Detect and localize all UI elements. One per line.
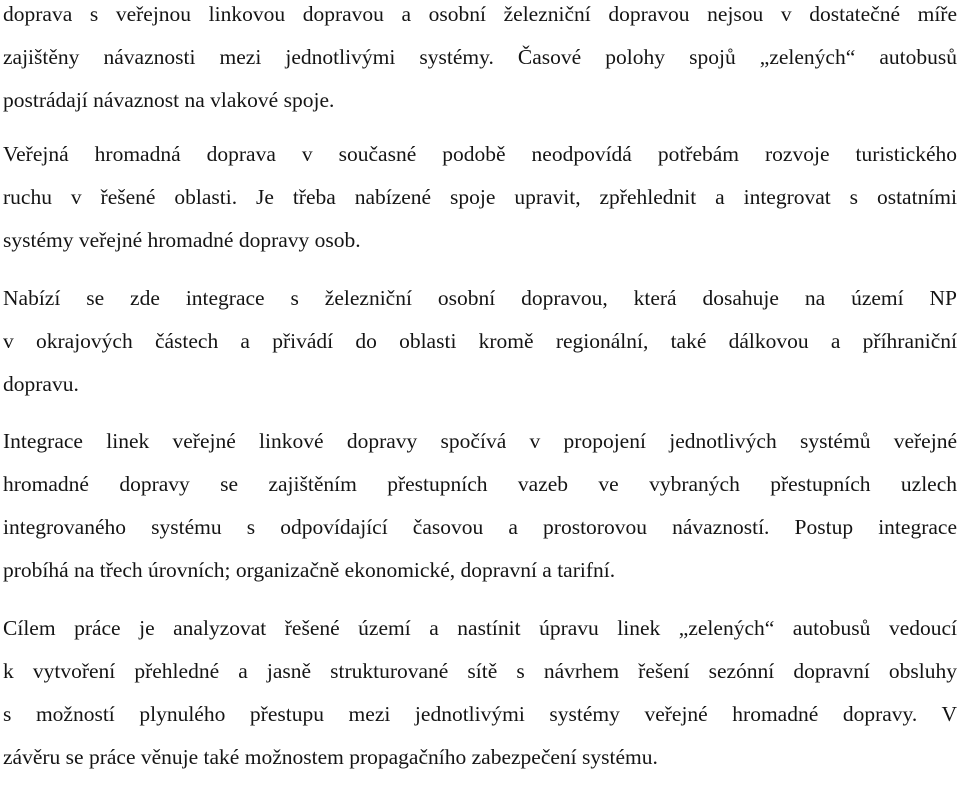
text-line: ruchu v řešené oblasti. Je třeba nabízené spoje upravit, zpřehlednit a integrovat s ostatními	[3, 185, 957, 209]
text-line: zajištěny návaznosti mezi jednotlivými systémy. Časové polohy spojů „zelených“ autobusů	[3, 45, 957, 69]
text-line: Nabízí se zde integrace s železniční osobní dopravou, která dosahuje na území NP	[3, 286, 957, 310]
text-line: závěru se práce věnuje také možnostem propagačního zabezpečení systému.	[3, 745, 658, 769]
text-line: probíhá na třech úrovních; organizačně ekonomické, dopravní a tarifní.	[3, 558, 616, 582]
text-line: systémy veřejné hromadné dopravy osob.	[3, 228, 361, 252]
paragraph-transport-connections	[3, 1, 957, 130]
text-line: doprava s veřejnou linkovou dopravou a osobní železniční dopravou nejsou v dostatečné míře	[3, 2, 957, 26]
text-line: v okrajových částech a přivádí do oblasti kromě regionální, také dálkovou a příhraniční	[3, 329, 957, 353]
text-line: Integrace linek veřejné linkové dopravy spočívá v propojení jednotlivých systémů veřejné	[3, 429, 957, 453]
paragraph-rail-integration	[3, 285, 957, 414]
text-line: integrovaného systému s odpovídající časovou a prostorovou návazností. Postup integrace	[3, 515, 957, 539]
paragraph-public-transport	[3, 141, 957, 270]
text-line: Cílem práce je analyzovat řešené území a nastínit úpravu linek „zelených“ autobusů vedoucí	[3, 616, 957, 640]
text-line: Veřejná hromadná doprava v současné podobě neodpovídá potřebám rozvoje turistického	[3, 142, 957, 166]
paragraph-work-goal	[3, 615, 957, 787]
text-line: k vytvoření přehledné a jasně strukturované sítě s návrhem řešení sezónní dopravní obsluhy	[3, 659, 957, 683]
text-line: hromadné dopravy se zajištěním přestupních vazeb ve vybraných přestupních uzlech	[3, 472, 957, 496]
text-line: dopravu.	[3, 372, 79, 396]
text-line: s možností plynulého přestupu mezi jednotlivými systémy veřejné hromadné dopravy. V	[3, 702, 957, 726]
text-line: postrádají návaznost na vlakové spoje.	[3, 88, 335, 112]
paragraph-line-integration	[3, 428, 957, 600]
